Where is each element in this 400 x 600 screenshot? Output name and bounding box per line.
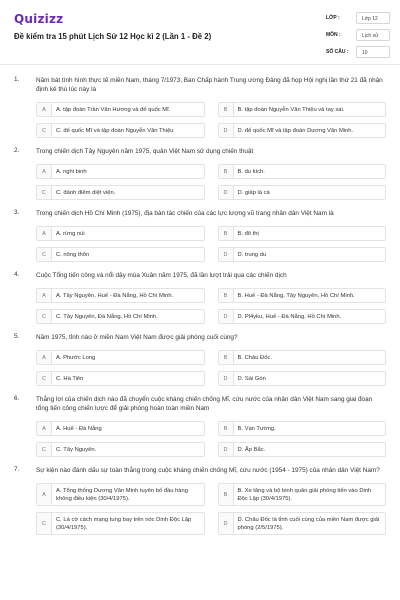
option-letter: C — [37, 372, 52, 385]
option-letter: C — [37, 186, 52, 199]
answer-option-d[interactable] — [218, 371, 387, 386]
answer-option-b[interactable] — [218, 226, 387, 241]
answer-options — [36, 350, 386, 386]
option-text: D. giáp lá cà — [237, 189, 270, 196]
option-text: D. Châu Đốc là tỉnh cuối cùng của miền Nam được giải phóng (2/5/1975). — [237, 516, 380, 531]
option-text: D. trung du — [237, 251, 267, 258]
option-letter: D — [219, 124, 234, 137]
answer-option-b[interactable] — [218, 164, 387, 179]
option-letter: D — [219, 443, 234, 456]
answer-option-d[interactable] — [218, 442, 387, 457]
option-text: C. đánh điểm diệt viện. — [56, 189, 116, 196]
option-letter: B — [219, 103, 234, 116]
option-letter: A — [37, 165, 52, 178]
question-number: 1. — [14, 76, 20, 83]
option-text: B. Xe tăng và bộ binh quân giải phóng tiến vào Dinh Độc Lập (30/4/1975). — [237, 487, 372, 502]
meta-row-subject — [326, 28, 390, 42]
option-letter: B — [219, 227, 234, 240]
answer-option-c[interactable] — [36, 247, 205, 262]
option-letter: D — [219, 186, 234, 199]
option-text: A. Phước Long — [56, 354, 96, 361]
question-number: 2. — [14, 147, 20, 154]
option-text: B. du kích. — [237, 168, 265, 175]
answer-options — [36, 226, 386, 262]
option-text: D. Pl4yku, Huế - Đà Nẵng, Hồ Chí Minh. — [237, 313, 342, 320]
option-letter: B — [219, 484, 234, 505]
option-text: B. đô thị — [237, 230, 259, 237]
option-letter: B — [219, 351, 234, 364]
answer-option-a[interactable] — [36, 421, 205, 436]
worksheet-header — [0, 0, 400, 65]
option-text: D. Sài Gòn — [237, 375, 266, 382]
option-letter: C — [37, 248, 52, 261]
answer-option-d[interactable] — [218, 247, 387, 262]
option-text: C. Tây Nguyên. — [56, 446, 97, 453]
option-letter: A — [37, 227, 52, 240]
option-letter: B — [219, 422, 234, 435]
option-text: B. Huế - Đà Nẵng, Tây Nguyên, Hồ Chí Minh. — [237, 292, 355, 299]
answer-option-b[interactable] — [218, 421, 387, 436]
answer-option-c[interactable] — [36, 123, 205, 138]
answer-option-a[interactable] — [36, 483, 205, 506]
answer-option-a[interactable] — [36, 164, 205, 179]
option-text: A. Tây Nguyên, Huế - Đà Nẵng, Hồ Chí Minh. — [56, 292, 174, 299]
option-letter: C — [37, 124, 52, 137]
option-letter: D — [219, 310, 234, 323]
option-text: C. nông thôn — [56, 251, 90, 258]
option-letter: B — [219, 165, 234, 178]
answer-option-a[interactable] — [36, 350, 205, 365]
option-letter: D — [219, 513, 234, 534]
option-text: D. đế quốc Mĩ và tập đoàn Dương Văn Minh. — [237, 127, 354, 134]
option-letter: A — [37, 351, 52, 364]
option-text: A. rừng núi — [56, 230, 85, 237]
option-letter: A — [37, 103, 52, 116]
question-7 — [0, 466, 400, 535]
answer-option-c[interactable] — [36, 512, 205, 535]
option-letter: D — [219, 372, 234, 385]
option-letter: D — [219, 248, 234, 261]
meta-value-class: Lớp 12 — [356, 12, 390, 24]
answer-option-b[interactable] — [218, 350, 387, 365]
worksheet-title: Đề kiểm tra 15 phút Lịch Sử 12 Học kì 2 (Lần 1 - Đề 2) — [14, 32, 212, 41]
question-number: 4. — [14, 271, 20, 278]
meta-row-question-count — [326, 45, 390, 59]
question-text: Năm bát tình hình thực tế miền Nam, tháng 7/1973, Ban Chấp hành Trung ương Đảng đã họp Hội nghị lần thứ 21 đã nhận định kẻ thù lúc này là — [36, 77, 383, 93]
question-number: 3. — [14, 209, 20, 216]
question-text: Cuộc Tổng tiến công và nổi dậy mùa Xuân năm 1975, đã lần lượt trải qua các chiến dịch — [36, 272, 287, 279]
meta-value-question-count: 10 — [356, 46, 390, 58]
option-text: A. Tổng thống Dương Văn Minh tuyên bố đầu hàng không điều kiện (30/4/1975). — [56, 487, 188, 502]
option-letter: A — [37, 422, 52, 435]
question-4 — [0, 271, 400, 324]
answer-options — [36, 164, 386, 200]
answer-option-c[interactable] — [36, 371, 205, 386]
question-text: Trong chiến dịch Hồ Chí Minh (1975), địa bàn tác chiến của các lực lượng vũ trang nhân dân Việt Nam là — [36, 210, 334, 217]
meta-value-subject: Lịch sử — [356, 29, 390, 41]
question-2 — [0, 147, 400, 200]
question-6 — [0, 395, 400, 457]
question-text: Thắng lợi của chiến dịch nào đã chuyển cuộc kháng chiến chống Mĩ, cứu nước của nhân dân Việt Nam sang giai đoạn tổng tiến công chiến lược để giải phóng hoàn toàn miền Nam — [36, 396, 373, 412]
answer-options — [36, 288, 386, 324]
meta-row-class — [326, 11, 390, 25]
question-number: 7. — [14, 466, 20, 473]
question-number: 5. — [14, 333, 20, 340]
option-text: C. Tây Nguyên, Đà Nẵng, Hồ Chí Minh. — [56, 313, 158, 320]
question-text: Năm 1975, tỉnh nào ở miền Nam Việt Nam được giải phóng cuối cùng? — [36, 334, 238, 341]
meta-label-class: LỚP : — [326, 15, 340, 21]
option-text: B. tập đoàn Nguyễn Văn Thiệu và tay sai. — [237, 106, 345, 113]
option-letter: B — [219, 289, 234, 302]
worksheet-meta — [326, 11, 390, 62]
option-letter: C — [37, 310, 52, 323]
answer-option-c[interactable] — [36, 309, 205, 324]
question-3 — [0, 209, 400, 262]
option-text: B. Vạn Tường. — [237, 425, 276, 432]
answer-option-d[interactable] — [218, 512, 387, 535]
option-letter: A — [37, 484, 52, 505]
answer-options — [36, 483, 386, 535]
quizizz-logo: Quizizz — [14, 12, 64, 26]
answer-options — [36, 102, 386, 138]
option-letter: A — [37, 289, 52, 302]
answer-option-a[interactable] — [36, 102, 205, 117]
answer-option-d[interactable] — [218, 123, 387, 138]
option-text: A. tập đoàn Trần Văn Hương và đế quốc Mĩ. — [56, 106, 171, 113]
meta-label-question-count: SỐ CÂU : — [326, 49, 349, 55]
answer-option-a[interactable] — [36, 288, 205, 303]
answer-option-c[interactable] — [36, 185, 205, 200]
option-letter: C — [37, 513, 52, 534]
question-text: Sự kiện nào đánh dấu sự toàn thắng trong cuộc kháng chiến chống Mĩ, cứu nước (1954 - 1975) của nhân dân Việt Nam? — [36, 467, 380, 474]
option-letter: C — [37, 443, 52, 456]
question-5 — [0, 333, 400, 386]
answer-option-a[interactable] — [36, 226, 205, 241]
question-list — [0, 76, 400, 544]
answer-option-c[interactable] — [36, 442, 205, 457]
option-text: C. Hà Tiên — [56, 375, 84, 382]
answer-option-d[interactable] — [218, 185, 387, 200]
answer-option-b[interactable] — [218, 288, 387, 303]
option-text: B. Châu Đốc. — [237, 354, 272, 361]
option-text: C. đế quốc Mĩ và tập đoàn Nguyễn Văn Thiệu — [56, 127, 174, 134]
answer-option-d[interactable] — [218, 309, 387, 324]
answer-option-b[interactable] — [218, 483, 387, 506]
question-text: Trong chiến dịch Tây Nguyên năm 1975, quân Việt Nam sử dụng chiến thuật — [36, 148, 254, 155]
question-number: 6. — [14, 395, 20, 402]
option-text: A. nghi binh — [56, 168, 87, 175]
question-1 — [0, 76, 400, 138]
answer-options — [36, 421, 386, 457]
meta-label-subject: MÔN : — [326, 32, 341, 38]
option-text: C. Lá cờ cách mạng tung bay trên nóc Dinh Độc Lập (30/4/1975). — [56, 516, 192, 531]
answer-option-b[interactable] — [218, 102, 387, 117]
option-text: A. Huế - Đà Nẵng — [56, 425, 102, 432]
option-text: D. Ấp Bắc. — [237, 446, 266, 453]
